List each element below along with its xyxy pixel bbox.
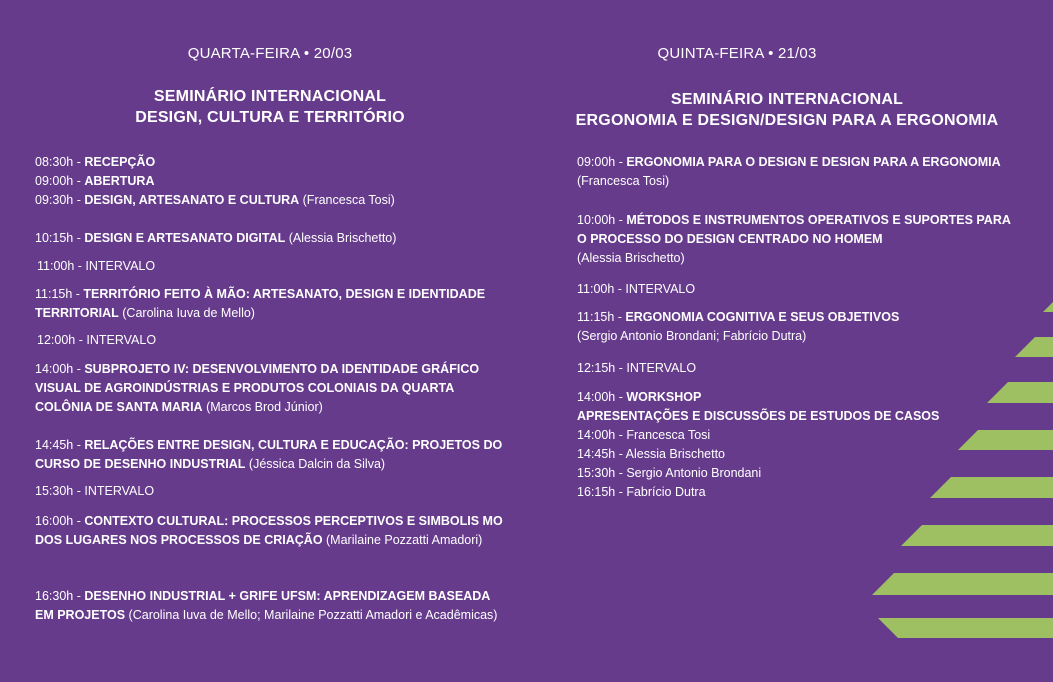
item-time: 14:00h - <box>35 362 85 376</box>
workshop-session: 16:15h - Fabrício Dutra <box>577 485 706 499</box>
right-schedule-item <box>577 359 1037 378</box>
left-schedule-item <box>35 512 505 550</box>
left-day-heading: QUARTA-FEIRA • 20/03 <box>187 45 353 62</box>
workshop-subtitle: APRESENTAÇÕES E DISCUSSÕES DE ESTUDOS DE CASOS <box>577 409 940 423</box>
item-speaker: (Francesca Tosi) <box>577 174 670 188</box>
left-schedule-item <box>35 285 505 323</box>
left-schedule-item <box>37 331 507 350</box>
item-time: 10:15h - <box>35 231 85 245</box>
left-schedule-item <box>35 482 505 501</box>
left-schedule-item <box>35 191 505 210</box>
item-topic: RECEPÇÃO <box>84 155 156 169</box>
workshop-session: 14:00h - Francesca Tosi <box>577 428 711 442</box>
item-topic: DESIGN, ARTESANATO E CULTURA <box>84 193 300 207</box>
right-day-heading: QUINTA-FEIRA • 21/03 <box>657 45 817 62</box>
item-time: 09:00h - <box>577 155 627 169</box>
item-time: 09:00h - <box>35 174 85 188</box>
right-schedule-item <box>577 388 1037 502</box>
item-time: 15:30h - INTERVALO <box>35 484 155 498</box>
item-time: 11:00h - INTERVALO <box>577 282 696 296</box>
left-schedule-item <box>35 172 505 191</box>
item-speaker: (Marcos Brod Júnior) <box>202 400 323 414</box>
item-time: 12:15h - INTERVALO <box>577 361 697 375</box>
left-title-line-1: SEMINÁRIO INTERNACIONAL <box>153 88 387 105</box>
item-time: 10:00h - <box>577 213 627 227</box>
stripe-7 <box>872 573 1053 595</box>
left-seminar-title <box>35 86 505 128</box>
left-schedule-item <box>37 257 507 276</box>
item-speaker: (Alessia Brischetto) <box>577 251 685 265</box>
right-schedule-item <box>577 211 1022 268</box>
item-time: 08:30h - <box>35 155 85 169</box>
item-topic: MÉTODOS E INSTRUMENTOS OPERATIVOS E SUPORTES PARA O PROCESSO DO DESIGN CENTRADO NO HOMEM <box>577 213 1011 246</box>
right-title-line-1: SEMINÁRIO INTERNACIONAL <box>670 91 904 108</box>
left-schedule-item <box>35 587 505 625</box>
item-topic: RELAÇÕES ENTRE DESIGN, CULTURA E EDUCAÇÃO: PROJETOS DO CURSO DE DESENHO INDUSTRIAL <box>35 438 503 471</box>
item-time: 16:00h - <box>35 514 85 528</box>
item-speaker: (Carolina Iuva de Mello; Marilaine Pozzatti Amadori e Acadêmicas) <box>125 608 498 622</box>
item-time: 12:00h - INTERVALO <box>37 333 157 347</box>
stripe-8 <box>878 618 1053 638</box>
right-schedule-item <box>577 280 1037 299</box>
item-topic: TERRITÓRIO FEITO À MÃO: ARTESANATO, DESIGN E IDENTIDADE TERRITORIAL <box>35 287 486 320</box>
item-time: 16:30h - <box>35 589 85 603</box>
left-title-line-2: DESIGN, CULTURA E TERRITÓRIO <box>135 109 405 126</box>
right-seminar-title <box>557 89 1017 131</box>
item-topic: SUBPROJETO IV: DESENVOLVIMENTO DA IDENTIDADE GRÁFICO VISUAL DE AGROINDÚSTRIAS E PRODUTOS COLONIAIS DA QUARTA COLÔNIA DE SANTA MARIA <box>35 362 480 414</box>
item-speaker: (Alessia Brischetto) <box>285 231 397 245</box>
item-topic: DESIGN E ARTESANATO DIGITAL <box>84 231 286 245</box>
right-schedule-item <box>577 153 1017 191</box>
item-speaker: (Marilaine Pozzatti Amadori) <box>322 533 483 547</box>
item-time: 11:15h - <box>35 287 84 301</box>
item-speaker: (Francesca Tosi) <box>299 193 395 207</box>
item-time: 11:15h - <box>577 310 626 324</box>
item-topic: WORKSHOP <box>626 390 702 404</box>
item-topic: DESENHO INDUSTRIAL + GRIFE UFSM: APRENDIZAGEM BASEADA EM PROJETOS <box>35 589 490 622</box>
item-time: 14:45h - <box>35 438 85 452</box>
left-schedule-item <box>35 229 505 248</box>
item-topic: CONTEXTO CULTURAL: PROCESSOS PERCEPTIVOS E SIMBOLIS MO DOS LUGARES NOS PROCESSOS DE CRIAÇÃO <box>35 514 503 547</box>
item-time: 11:00h - INTERVALO <box>37 259 156 273</box>
right-title-line-2: ERGONOMIA E DESIGN/DESIGN PARA A ERGONOMIA <box>575 112 999 129</box>
workshop-session: 15:30h - Sergio Antonio Brondani <box>577 466 762 480</box>
item-topic: ERGONOMIA COGNITIVA E SEUS OBJETIVOS <box>625 310 900 324</box>
item-speaker: (Sergio Antonio Brondani; Fabrício Dutra) <box>577 329 807 343</box>
stripe-1 <box>1043 292 1053 312</box>
left-schedule-item <box>35 153 505 172</box>
left-schedule-item <box>35 436 505 474</box>
left-schedule-item <box>35 360 505 417</box>
stripe-6 <box>901 525 1053 546</box>
item-time: 09:30h - <box>35 193 85 207</box>
workshop-session: 14:45h - Alessia Brischetto <box>577 447 725 461</box>
item-speaker: (Carolina Iuva de Mello) <box>118 306 255 320</box>
item-topic: ABERTURA <box>84 174 155 188</box>
item-time: 14:00h - <box>577 390 627 404</box>
item-topic: ERGONOMIA PARA O DESIGN E DESIGN PARA A ERGONOMIA <box>626 155 1001 169</box>
right-schedule-item <box>577 308 1037 346</box>
item-speaker: (Jéssica Dalcin da Silva) <box>245 457 386 471</box>
